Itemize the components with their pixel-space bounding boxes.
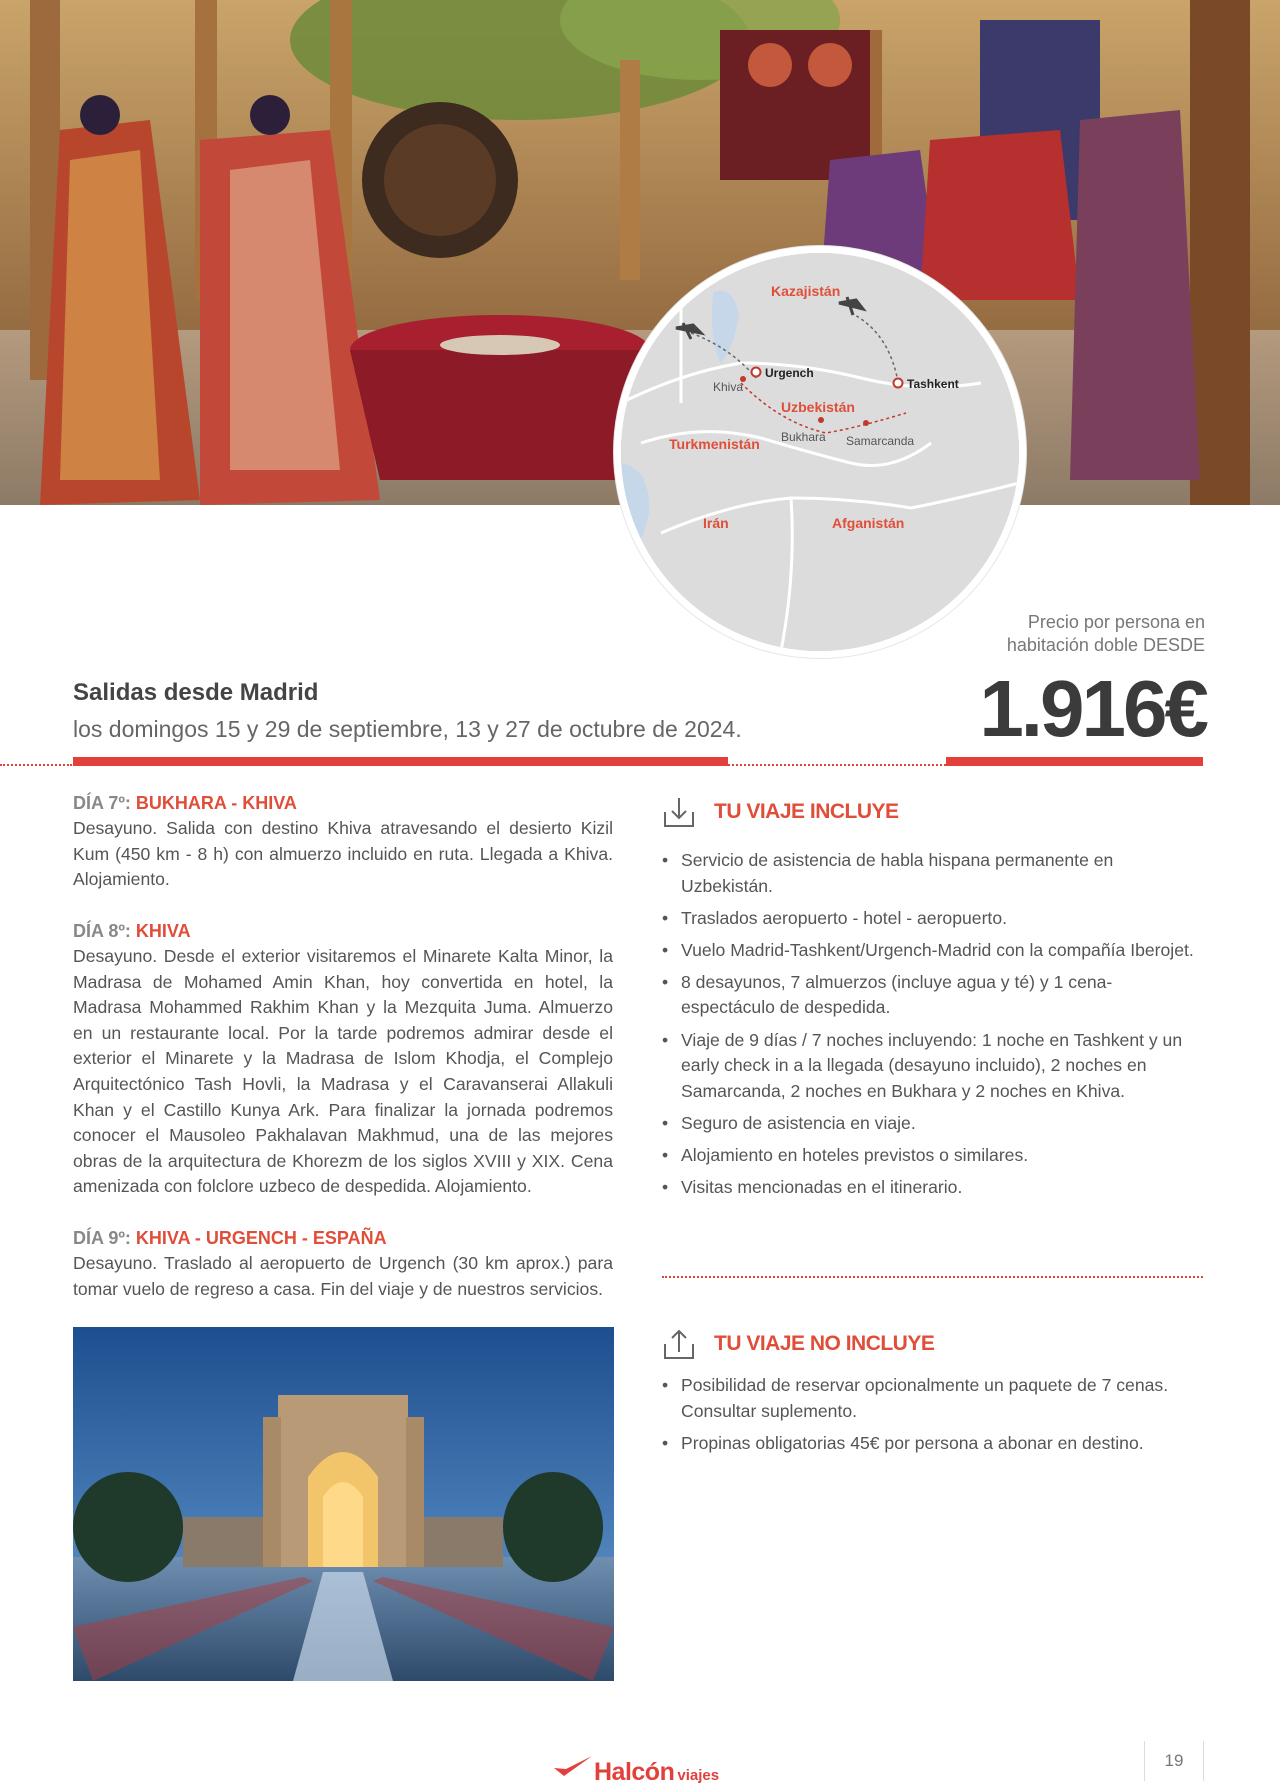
logo-brand: Halcón xyxy=(594,1758,675,1786)
day-text: Desayuno. Salida con destino Khiva atravesando el desierto Kizil Kum (450 km - 8 h) con almuerzo incluido en ruta. Llegada a Khiva. Alojamiento. xyxy=(73,818,613,890)
map-city-khiva: Khiva xyxy=(713,380,744,394)
madrasa-photo xyxy=(73,1327,614,1681)
excludes-list xyxy=(660,1373,1200,1463)
route-map xyxy=(614,246,1026,658)
price-caption-line2: habitación doble DESDE xyxy=(1006,635,1205,655)
map-city-urgench: Urgench xyxy=(765,366,814,380)
list-item: • 8 desayunos, 7 almuerzos (incluye agua y té) y 1 cena-espectáculo de despedida. xyxy=(660,970,1200,1021)
dotted-divider-includes xyxy=(662,1276,1203,1278)
excludes-heading xyxy=(662,1327,934,1361)
excludes-title: TU VIAJE NO INCLUYE xyxy=(714,1332,935,1355)
red-rule-price xyxy=(946,757,1203,766)
map-label-iran: Irán xyxy=(703,515,729,531)
departures-title: Salidas desde Madrid xyxy=(73,679,319,706)
halcon-wing-icon xyxy=(552,1754,594,1780)
day-heading: DÍA 7º: BUKHARA - KHIVA xyxy=(73,793,297,813)
map-city-tashkent: Tashkent xyxy=(907,377,959,391)
page-number: 19 xyxy=(1144,1741,1204,1781)
day-text: Desayuno. Traslado al aeropuerto de Urgench (30 km aprox.) para tomar vuelo de regreso a casa. Fin del viaje y de nuestros servicios. xyxy=(73,1253,613,1299)
dotted-divider-left xyxy=(0,764,72,766)
map-label-afghanistan: Afganistán xyxy=(832,515,905,531)
itinerary-day-9 xyxy=(73,1228,613,1302)
day-heading: DÍA 9º: KHIVA - URGENCH - ESPAÑA xyxy=(73,1228,387,1248)
list-item: • Traslados aeropuerto - hotel - aeropuerto. xyxy=(660,906,1200,932)
list-item: • Visitas mencionadas en el itinerario. xyxy=(660,1175,1200,1201)
day-text: Desayuno. Desde el exterior visitaremos el Minarete Kalta Minor, la Madrasa de Mohamed Amin Khan, hoy convertida en hotel, la Madrasa Mohammed Rakhim Khan y la Mezquita Juma. Almuerzo en un restaurante local. Por la tarde podremos admirar desde el exterior el Minarete y la Madrasa de Islom Khodja, el Complejo Arquitectónico Tash Hovli, la Madrasa y el Caravanserai Allakuli Khan y el Castillo Kunya Ark. Para finalizar la jornada podremos conocer el Mausoleo Pakhalavan Makhmud, una de las mejores obras de la arquitectura de Khorezm de los siglos XVIII y XIX. Cena amenizada con folclore uzbeco de despedida. Alojamiento. xyxy=(73,946,613,1197)
includes-title: TU VIAJE INCLUYE xyxy=(714,800,899,823)
map-label-kazakhstan: Kazajistán xyxy=(771,283,841,299)
list-item: • Posibilidad de reservar opcionalmente un paquete de 7 cenas. Consultar suplemento. xyxy=(660,1373,1200,1424)
map-city-samarkand: Samarcanda xyxy=(846,434,915,448)
dotted-divider-middle xyxy=(728,764,946,766)
halcon-logo xyxy=(552,1754,719,1787)
price-caption-line1: Precio por persona en xyxy=(1027,612,1205,632)
red-rule-departures xyxy=(73,757,728,766)
logo-sub: viajes xyxy=(677,1767,720,1784)
list-item: • Viaje de 9 días / 7 noches incluyendo: 1 noche en Tashkent y un early check in a la llegada (desayuno incluido), 2 noches en Samarcanda, 2 noches en Bukhara y 2 noches en Khiva. xyxy=(660,1028,1200,1105)
map-label-turkmenistan: Turkmenistán xyxy=(669,436,760,452)
departures-dates: los domingos 15 y 29 de septiembre, 13 y 27 de octubre de 2024. xyxy=(73,716,742,742)
price-value: 1.916€ xyxy=(979,664,1206,753)
list-item: • Propinas obligatorias 45€ por persona a abonar en destino. xyxy=(660,1431,1200,1457)
list-item: • Servicio de asistencia de habla hispana permanente en Uzbekistán. xyxy=(660,848,1200,899)
itinerary-day-8 xyxy=(73,921,613,1200)
map-label-uzbekistan: Uzbekistán xyxy=(781,399,855,415)
price-caption xyxy=(945,611,1205,657)
upload-icon xyxy=(662,1327,696,1361)
map-city-bukhara: Bukhara xyxy=(781,430,826,444)
includes-list xyxy=(660,848,1200,1207)
list-item: • Seguro de asistencia en viaje. xyxy=(660,1111,1200,1137)
list-item: • Alojamiento en hoteles previstos o similares. xyxy=(660,1143,1200,1169)
list-item: • Vuelo Madrid-Tashkent/Urgench-Madrid con la compañía Iberojet. xyxy=(660,938,1200,964)
includes-heading xyxy=(662,795,899,829)
download-icon xyxy=(662,795,696,829)
day-heading: DÍA 8º: KHIVA xyxy=(73,921,191,941)
itinerary-day-7 xyxy=(73,793,613,893)
